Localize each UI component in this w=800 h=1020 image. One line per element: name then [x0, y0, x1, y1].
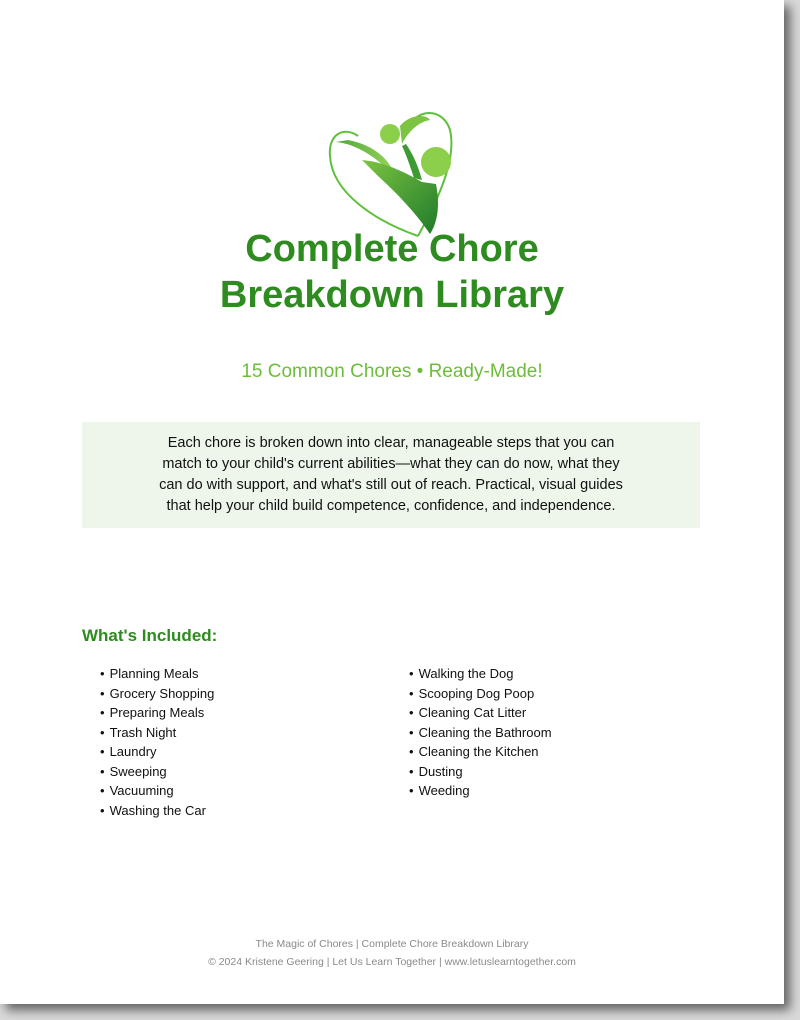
list-item: • Walking the Dog [409, 664, 552, 684]
list-item: • Washing the Car [100, 801, 214, 821]
list-item: • Dusting [409, 762, 552, 782]
list-item: • Weeding [409, 781, 552, 801]
title-line-2: Breakdown Library [219, 274, 565, 316]
page-title [0, 226, 784, 318]
list-item: • Planning Meals [100, 664, 214, 684]
list-item: • Preparing Meals [100, 703, 214, 723]
list-item: • Vacuuming [100, 781, 214, 801]
subtitle: 15 Common Chores • Ready-Made! [241, 361, 543, 382]
footer-line-1: The Magic of Chores | Complete Chore Breakdown Library [255, 938, 529, 950]
description-box [82, 422, 700, 528]
footer-line-2: © 2024 Kristene Geering | Let Us Learn Together | www.letuslearntogether.com [208, 956, 576, 968]
title-line-1: Complete Chore [245, 228, 539, 270]
included-list-left [100, 664, 214, 820]
description-line: match to your child's current abilities—what they can do now, what they [162, 456, 620, 472]
list-item: • Scooping Dog Poop [409, 684, 552, 704]
list-item: • Sweeping [100, 762, 214, 782]
list-item: • Laundry [100, 742, 214, 762]
description-line: that help your child build competence, confidence, and independence. [166, 498, 616, 514]
whats-included-heading: What's Included: [82, 626, 218, 645]
heart-figures-logo-icon [318, 104, 464, 244]
included-list-right [409, 664, 552, 801]
description-line: Each chore is broken down into clear, manageable steps that you can [167, 435, 615, 451]
list-item: • Grocery Shopping [100, 684, 214, 704]
list-item: • Trash Night [100, 723, 214, 743]
description-line: can do with support, and what's still out of reach. Practical, visual guides [159, 477, 623, 493]
list-item: • Cleaning Cat Litter [409, 703, 552, 723]
list-item: • Cleaning the Bathroom [409, 723, 552, 743]
list-item: • Cleaning the Kitchen [409, 742, 552, 762]
description-text [159, 433, 623, 517]
